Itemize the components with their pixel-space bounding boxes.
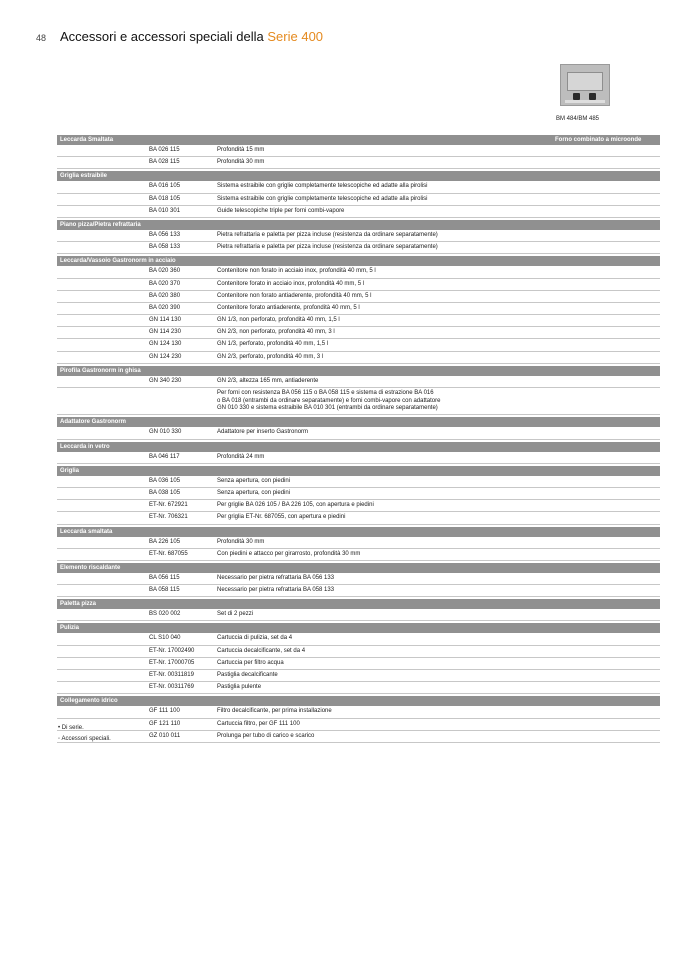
article-description: GN 1/3, non perforato, profondità 40 mm, 1,5 l <box>217 317 340 324</box>
article-code: GN 114 130 <box>149 317 181 324</box>
article-description: Profondità 30 mm <box>217 538 265 545</box>
category-title: Pirofila Gastronorm in ghisa <box>60 367 141 374</box>
article-description: Senza apertura, con piedini <box>217 489 291 496</box>
table-row <box>57 476 660 488</box>
category-header <box>57 417 660 427</box>
article-code: BA 016 105 <box>149 183 181 190</box>
product-image-strip <box>565 100 605 103</box>
article-code: BA 036 105 <box>149 477 181 484</box>
article-description: Profondità 15 mm <box>217 147 265 153</box>
category-title: Leccarda smaltata <box>60 528 113 535</box>
category-title: Pulizia <box>60 625 80 632</box>
table-row <box>57 230 660 242</box>
article-code: BA 020 360 <box>149 268 181 275</box>
article-description: GN 2/3, altezza 165 mm, antiaderente <box>217 377 319 384</box>
category-title: Leccarda in vetro <box>60 443 110 450</box>
category-title: Griglia <box>60 467 80 474</box>
table-row <box>57 500 660 512</box>
footnotes <box>58 723 111 745</box>
article-code: ET-Nr. 17000705 <box>149 659 195 666</box>
article-code: BA 046 117 <box>149 453 180 460</box>
table-row <box>57 452 660 464</box>
article-code: ET-Nr. 706321 <box>149 514 188 521</box>
article-description: Set di 2 pezzi <box>217 611 254 618</box>
article-code: ET-Nr. 00311769 <box>149 684 194 691</box>
article-code: GN 340 230 <box>149 377 182 384</box>
article-description: Filtro decalcificante, per prima installazione <box>217 708 332 715</box>
category-header <box>57 599 660 609</box>
article-code: ET-Nr. 687055 <box>149 550 188 557</box>
article-description: Sistema estraibile con griglie completamente telescopiche ed adatte alla pirolisi <box>217 195 428 202</box>
article-code: GZ 010 011 <box>149 732 181 739</box>
article-code: BA 056 133 <box>149 231 181 238</box>
article-description: Profondità 30 mm <box>217 159 265 166</box>
category-header <box>57 442 660 452</box>
table-row <box>57 242 660 254</box>
article-code: ET-Nr. 672921 <box>149 502 188 509</box>
table-row <box>57 291 660 303</box>
article-code: CL S10 040 <box>149 635 181 642</box>
table-row <box>57 327 660 339</box>
article-description: Contenitore forato antiaderente, profondità 40 mm, 5 l <box>217 304 360 311</box>
article-description: Pastiglia pulente <box>217 684 262 691</box>
article-description: Pietra refrattaria e paletta per pizza incluse (resistenza da ordinare separatamente) <box>217 244 438 251</box>
table-row <box>57 670 660 682</box>
article-code: ET-Nr. 17002490 <box>149 647 195 654</box>
category-header <box>57 135 660 145</box>
page-title-text: Accessori e accessori speciali della <box>60 29 268 44</box>
article-code: GN 124 130 <box>149 341 182 348</box>
article-code: BA 038 105 <box>149 489 181 496</box>
table-row <box>57 376 660 388</box>
table-row <box>57 731 660 743</box>
category-header <box>57 527 660 537</box>
article-description: Necessario per pietra refrattaria BA 058 133 <box>217 587 335 594</box>
article-description: Per griglia ET-Nr. 687055, con apertura e piedini <box>217 514 346 521</box>
category-title: Elemento riscaldante <box>60 564 121 571</box>
article-code: BA 226 105 <box>149 538 181 545</box>
article-code: BS 020 002 <box>149 611 181 618</box>
page-title-accent: Serie 400 <box>267 29 324 44</box>
table-row <box>57 181 660 193</box>
category-title: Adattatore Gastronorm <box>60 419 127 426</box>
table-row <box>57 388 660 415</box>
product-image <box>560 64 610 106</box>
category-title: Piano pizza/Pietra refrattaria <box>60 221 141 228</box>
article-description: Contenitore non forato antiaderente, profondità 40 mm, 5 l <box>217 292 372 299</box>
article-code: BA 028 115 <box>149 159 180 166</box>
table-row <box>57 266 660 278</box>
article-description: Sistema estraibile con griglie completamente telescopiche ed adatte alla pirolisi <box>217 183 428 190</box>
table-row <box>57 279 660 291</box>
article-description: Con piedini e attacco per girarrosto, profondità 30 mm <box>217 550 361 557</box>
page-number: 48 <box>36 33 47 43</box>
product-image-door <box>567 72 603 91</box>
table-row <box>57 352 660 364</box>
product-model-label: BM 484/BM 485 <box>556 116 600 122</box>
article-description: Per forni con resistenza BA 056 115 o BA 058 115 e sistema di estrazione BA 016 o BA 018 (entrambi da ordinare separatamente) e forni combi-vapore con adattatore GN 010 330 e sistema estraibile BA 010 301 (entrambi da ordinare separatamente) <box>217 390 441 412</box>
article-code: GN 114 230 <box>149 329 181 336</box>
article-code: BA 010 301 <box>149 207 181 214</box>
category-title: Leccarda Smaltata <box>60 137 114 143</box>
category-header <box>57 466 660 476</box>
article-description: Guide telescopiche triple per forni combi-vapore <box>217 207 345 214</box>
category-header <box>57 563 660 573</box>
article-description: GN 1/3, perforato, profondità 40 mm, 1,5 l <box>217 341 329 348</box>
category-header <box>57 623 660 633</box>
article-code: BA 026 115 <box>149 147 180 153</box>
category-title: Collegamento idrico <box>60 698 118 705</box>
accessories-table <box>57 135 660 743</box>
table-row <box>57 658 660 670</box>
table-row <box>57 339 660 351</box>
article-description: Adattatore per inserto Gastronorm <box>217 429 309 436</box>
article-description: Prolunga per tubo di carico e scarico <box>217 732 315 739</box>
article-description: GN 2/3, perforato, profondità 40 mm, 3 l <box>217 353 324 360</box>
table-row <box>57 512 660 524</box>
article-description: Cartuccia decalcificante, set da 4 <box>217 647 306 654</box>
table-row <box>57 609 660 621</box>
table-row <box>57 488 660 500</box>
table-row <box>57 303 660 315</box>
article-description: Pietra refrattaria e paletta per pizza incluse (resistenza da ordinare separatamente) <box>217 231 438 238</box>
article-code: BA 058 133 <box>149 244 181 251</box>
article-code: BA 020 370 <box>149 280 181 287</box>
article-description: Cartuccia per filtro acqua <box>217 659 284 666</box>
table-row <box>57 682 660 694</box>
article-description: Necessario per pietra refrattaria BA 056 133 <box>217 574 335 581</box>
table-row <box>57 646 660 658</box>
category-title: Leccarda/Vassoio Gastronorm in acciaio <box>60 258 176 265</box>
table-row <box>57 537 660 549</box>
table-row <box>57 145 660 157</box>
article-description: Senza apertura, con piedini <box>217 477 291 484</box>
article-description: Contenitore forato in acciaio inox, profondità 40 mm, 5 l <box>217 280 365 287</box>
table-row <box>57 315 660 327</box>
category-title: Paletta pizza <box>60 601 97 608</box>
table-row <box>57 719 660 731</box>
product-image-knob-right <box>589 93 596 100</box>
table-row <box>57 427 660 439</box>
category-header <box>57 220 660 230</box>
table-row <box>57 206 660 218</box>
page-title <box>60 29 323 44</box>
article-description: Pastiglia decalcificante <box>217 672 278 678</box>
article-description: Profondità 24 mm <box>217 453 265 460</box>
table-row <box>57 194 660 206</box>
article-description: GN 2/3, non perforato, profondità 40 mm, 3 l <box>217 329 335 336</box>
category-header <box>57 696 660 706</box>
article-description: Contenitore non forato in acciaio inox, profondità 40 mm, 5 l <box>217 268 376 275</box>
category-header <box>57 366 660 376</box>
category-title: Griglia estraibile <box>60 173 108 180</box>
article-code: BA 020 380 <box>149 292 181 299</box>
table-row <box>57 573 660 585</box>
article-code: BA 020 390 <box>149 304 181 311</box>
table-row <box>57 549 660 561</box>
column-header-product: Forno combinato a microonde <box>555 137 642 143</box>
category-header <box>57 256 660 266</box>
article-description: Cartuccia di pulizia, set da 4 <box>217 635 293 642</box>
footnote-special: ◦ Accessori speciali. <box>58 736 111 742</box>
footnote-standard: • Di serie. <box>58 725 84 731</box>
table-row <box>57 706 660 718</box>
article-description: Per griglie BA 026 105 / BA 226 105, con apertura e piedini <box>217 502 374 509</box>
article-code: BA 056 115 <box>149 574 180 581</box>
article-code: GN 124 230 <box>149 353 182 360</box>
article-code: BA 018 105 <box>149 195 181 202</box>
article-code: ET-Nr. 00311819 <box>149 672 194 678</box>
category-header <box>57 171 660 181</box>
article-description: Cartuccia filtro, per GF 111 100 <box>217 720 300 727</box>
table-row <box>57 585 660 597</box>
table-row <box>57 633 660 645</box>
table-row <box>57 157 660 169</box>
product-image-knob-left <box>573 93 580 100</box>
article-code: GF 111 100 <box>149 708 180 715</box>
article-code: BA 058 115 <box>149 587 180 594</box>
article-code: GF 121 110 <box>149 720 181 727</box>
article-code: GN 010 330 <box>149 429 182 436</box>
